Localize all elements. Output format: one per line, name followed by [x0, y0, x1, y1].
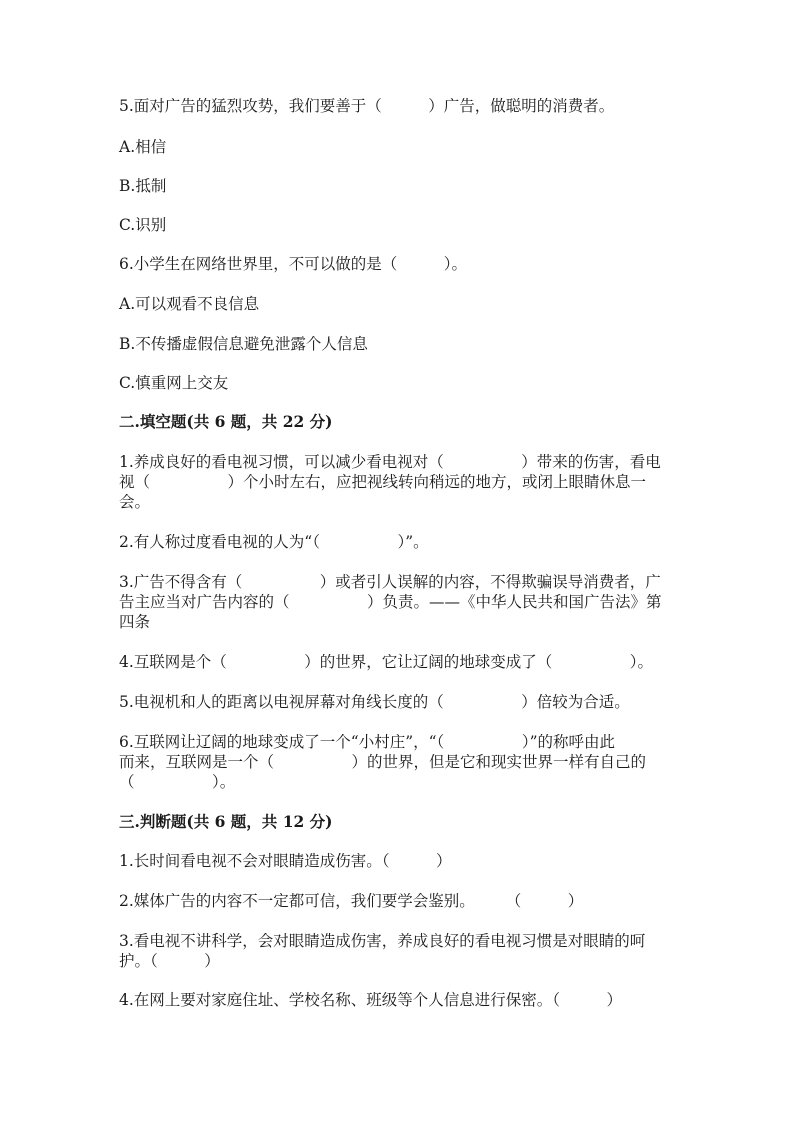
- judge-question-1: 1.长时间看电视不会对眼睛造成伤害。（ ）: [119, 852, 452, 870]
- judge-question-3-line-1: 3.看电视不讲科学，会对眼睛造成伤害，养成良好的看电视习惯是对眼睛的呵: [119, 932, 646, 950]
- judge-question-2: 2.媒体广告的内容不一定都可信，我们要学会鉴别。 （ ）: [119, 892, 584, 910]
- option-b: B.不传播虚假信息避免泄露个人信息: [119, 335, 368, 353]
- fill-question-6-line-2: 而来，互联网是一个（ ）的世界，但是它和现实世界一样有自己的: [119, 753, 647, 771]
- judge-question-4: 4.在网上要对家庭住址、学校名称、班级等个人信息进行保密。（ ）: [119, 991, 623, 1009]
- fill-question-3-line-3: 四条: [119, 613, 151, 631]
- fill-question-6-line-1: 6.互联网让辽阔的地球变成了一个“小村庄”，“（ ）”的称呼由此: [119, 733, 615, 751]
- fill-question-1-line-2: 视（ ）个小时左右，应把视线转向稍远的地方，或闭上眼睛休息一: [119, 473, 647, 491]
- option-c: C.慎重网上交友: [119, 374, 229, 392]
- fill-question-2: 2.有人称过度看电视的人为“（ ）”。: [119, 533, 429, 551]
- fill-question-3-line-2: 告主应当对广告内容的（ ）负责。——《中华人民共和国广告法》第: [119, 593, 662, 611]
- option-a: A.相信: [119, 138, 167, 156]
- fill-question-3-line-1: 3.广告不得含有（ ）或者引人误解的内容，不得欺骗误导消费者，广: [119, 573, 661, 591]
- question-5-stem: 5.面对广告的猛烈攻势，我们要善于（ ）广告，做聪明的消费者。: [119, 97, 615, 115]
- question-6-stem: 6.小学生在网络世界里，不可以做的是（ ）。: [119, 255, 468, 273]
- option-a: A.可以观看不良信息: [119, 295, 260, 313]
- fill-question-1-line-1: 1.养成良好的看电视习惯，可以减少看电视对（ ）带来的伤害，看电: [119, 453, 661, 471]
- fill-question-5: 5.电视机和人的距离以电视屏幕对角线长度的（ ）倍较为合适。: [119, 693, 630, 711]
- option-c: C.识别: [119, 216, 167, 234]
- section-heading-fill-in: 二.填空题(共 6 题，共 22 分): [119, 412, 333, 431]
- section-heading-judgment: 三.判断题(共 6 题，共 12 分): [119, 812, 333, 831]
- fill-question-1-line-3: 会。: [119, 493, 151, 511]
- judge-question-3-line-2: 护。（ ）: [119, 952, 220, 970]
- option-b: B.抵制: [119, 177, 167, 195]
- fill-question-6-line-3: （ ）。: [119, 773, 236, 791]
- fill-question-4: 4.互联网是个（ ）的世界，它让辽阔的地球变成了（ ）。: [119, 653, 654, 671]
